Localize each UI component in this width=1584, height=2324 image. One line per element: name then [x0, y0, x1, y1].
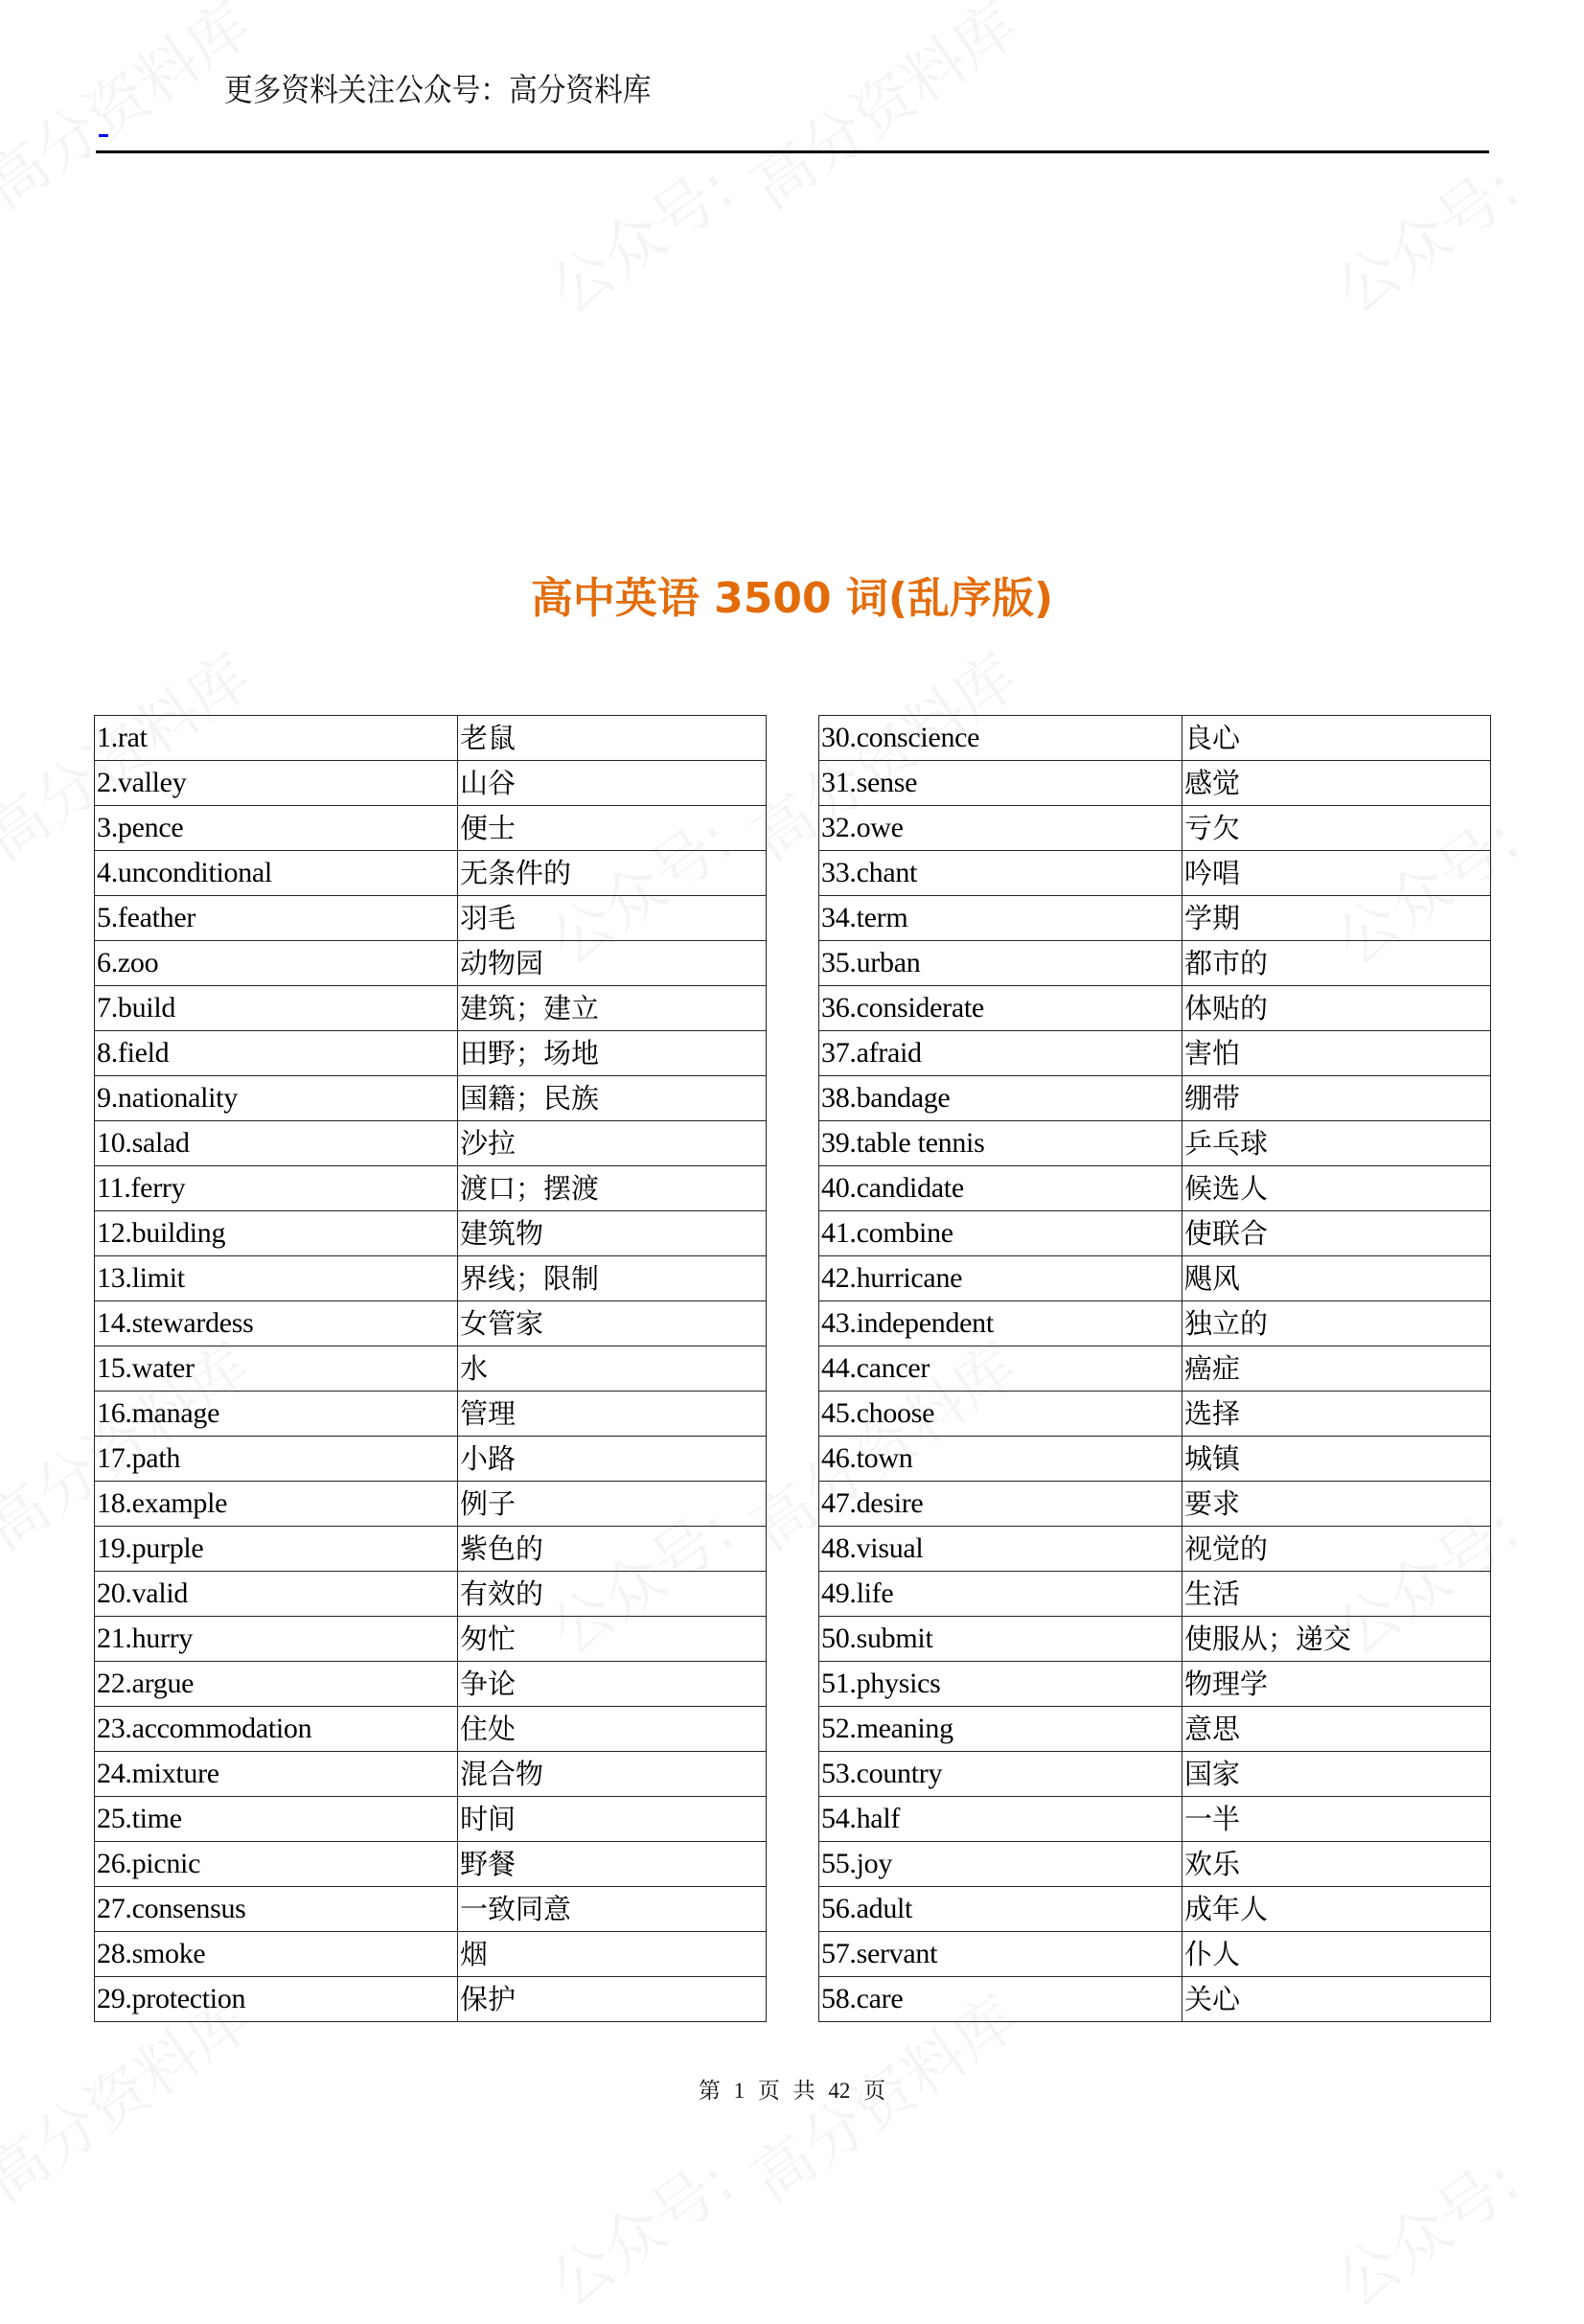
- chinese-meaning: 亏欠: [1182, 806, 1491, 851]
- english-word: 10.salad: [95, 1121, 458, 1166]
- table-row: [95, 851, 767, 896]
- chinese-meaning: 田野；场地: [458, 1031, 767, 1076]
- english-word: 19.purple: [95, 1527, 458, 1572]
- table-row: [819, 1977, 1491, 2022]
- chinese-meaning: 建筑物: [458, 1211, 767, 1256]
- chinese-meaning: 便士: [458, 806, 767, 851]
- chinese-meaning: 良心: [1182, 716, 1491, 761]
- english-word: 57.servant: [819, 1932, 1182, 1977]
- chinese-meaning: 一半: [1182, 1797, 1491, 1842]
- english-word: 17.path: [95, 1437, 458, 1482]
- table-row: [819, 1572, 1491, 1617]
- page-number: 第 1 页 共 42 页: [698, 2079, 886, 2103]
- chinese-meaning: 紫色的: [458, 1527, 767, 1572]
- english-word: 40.candidate: [819, 1166, 1182, 1211]
- english-word: 5.feather: [95, 896, 458, 941]
- table-row: [819, 1617, 1491, 1662]
- table-row: [95, 986, 767, 1031]
- table-row: [95, 761, 767, 806]
- english-word: 27.consensus: [95, 1887, 458, 1932]
- table-row: [819, 1121, 1491, 1166]
- english-word: 39.table tennis: [819, 1121, 1182, 1166]
- chinese-meaning: 匆忙: [458, 1617, 767, 1662]
- page-header-text: 更多资料关注公众号：高分资料库: [224, 71, 652, 108]
- table-row: [819, 1211, 1491, 1256]
- table-row: [819, 1346, 1491, 1392]
- chinese-meaning: 老鼠: [458, 716, 767, 761]
- chinese-meaning: 混合物: [458, 1752, 767, 1797]
- table-row: [95, 941, 767, 986]
- chinese-meaning: 国籍；民族: [458, 1076, 767, 1121]
- chinese-meaning: 癌症: [1182, 1346, 1491, 1392]
- table-row: [95, 1842, 767, 1887]
- chinese-meaning: 使服从；递交: [1182, 1617, 1491, 1662]
- table-row: [95, 1031, 767, 1076]
- table-row: [95, 896, 767, 941]
- table-row: [819, 851, 1491, 896]
- table-row: [819, 1256, 1491, 1301]
- table-row: [95, 1752, 767, 1797]
- chinese-meaning: 无条件的: [458, 851, 767, 896]
- chinese-meaning: 住处: [458, 1707, 767, 1752]
- english-word: 30.conscience: [819, 716, 1182, 761]
- table-row: [95, 1482, 767, 1527]
- chinese-meaning: 时间: [458, 1797, 767, 1842]
- watermark-text: [0, 0, 265, 225]
- english-word: 38.bandage: [819, 1076, 1182, 1121]
- english-word: 47.desire: [819, 1482, 1182, 1527]
- english-word: 4.unconditional: [95, 851, 458, 896]
- table-row: [95, 1662, 767, 1707]
- vocab-table-right: [818, 715, 1491, 2022]
- english-word: 21.hurry: [95, 1617, 458, 1662]
- table-row: [819, 1031, 1491, 1076]
- table-row: [95, 716, 767, 761]
- chinese-meaning: 有效的: [458, 1572, 767, 1617]
- table-row: [819, 1842, 1491, 1887]
- english-word: 3.pence: [95, 806, 458, 851]
- table-row: [95, 1527, 767, 1572]
- chinese-meaning: 绷带: [1182, 1076, 1491, 1121]
- table-row: [819, 986, 1491, 1031]
- chinese-meaning: 争论: [458, 1662, 767, 1707]
- chinese-meaning: 视觉的: [1182, 1527, 1491, 1572]
- chinese-meaning: 羽毛: [458, 896, 767, 941]
- table-row: [819, 806, 1491, 851]
- english-word: 14.stewardess: [95, 1301, 458, 1346]
- english-word: 44.cancer: [819, 1346, 1182, 1392]
- english-word: 29.protection: [95, 1977, 458, 2022]
- english-word: 48.visual: [819, 1527, 1182, 1572]
- chinese-meaning: 欢乐: [1182, 1842, 1491, 1887]
- chinese-meaning: 体贴的: [1182, 986, 1491, 1031]
- english-word: 26.picnic: [95, 1842, 458, 1887]
- english-word: 32.owe: [819, 806, 1182, 851]
- english-word: 2.valley: [95, 761, 458, 806]
- chinese-meaning: 乒乓球: [1182, 1121, 1491, 1166]
- english-word: 52.meaning: [819, 1707, 1182, 1752]
- english-word: 13.limit: [95, 1256, 458, 1301]
- english-word: 20.valid: [95, 1572, 458, 1617]
- chinese-meaning: 国家: [1182, 1752, 1491, 1797]
- table-row: [95, 1932, 767, 1977]
- chinese-meaning: 使联合: [1182, 1211, 1491, 1256]
- english-word: 37.afraid: [819, 1031, 1182, 1076]
- chinese-meaning: 吟唱: [1182, 851, 1491, 896]
- chinese-meaning: 小路: [458, 1437, 767, 1482]
- table-row: [95, 1121, 767, 1166]
- english-word: 16.manage: [95, 1392, 458, 1437]
- chinese-meaning: 关心: [1182, 1977, 1491, 2022]
- chinese-meaning: 沙拉: [458, 1121, 767, 1166]
- chinese-meaning: 山谷: [458, 761, 767, 806]
- english-word: 12.building: [95, 1211, 458, 1256]
- english-word: 54.half: [819, 1797, 1182, 1842]
- header-divider: [96, 150, 1489, 153]
- table-row: [95, 1346, 767, 1392]
- chinese-meaning: 城镇: [1182, 1437, 1491, 1482]
- chinese-meaning: 要求: [1182, 1482, 1491, 1527]
- vocab-table-left: [94, 715, 767, 2022]
- english-word: 55.joy: [819, 1842, 1182, 1887]
- watermark-text: [1316, 141, 1534, 331]
- english-word: 9.nationality: [95, 1076, 458, 1121]
- english-word: 25.time: [95, 1797, 458, 1842]
- table-row: [819, 1797, 1491, 1842]
- chinese-meaning: 成年人: [1182, 1887, 1491, 1932]
- english-word: 1.rat: [95, 716, 458, 761]
- table-row: [819, 1392, 1491, 1437]
- english-word: 56.adult: [819, 1887, 1182, 1932]
- table-row: [819, 1482, 1491, 1527]
- table-row: [819, 1437, 1491, 1482]
- watermark-text: [1316, 2134, 1534, 2324]
- english-word: 24.mixture: [95, 1752, 458, 1797]
- chinese-meaning: 物理学: [1182, 1662, 1491, 1707]
- english-word: 42.hurricane: [819, 1256, 1182, 1301]
- english-word: 34.term: [819, 896, 1182, 941]
- chinese-meaning: 野餐: [458, 1842, 767, 1887]
- english-word: 50.submit: [819, 1617, 1182, 1662]
- header-link-mark[interactable]: [99, 134, 108, 137]
- chinese-meaning: 飓风: [1182, 1256, 1491, 1301]
- chinese-meaning: 例子: [458, 1482, 767, 1527]
- table-row: [819, 1707, 1491, 1752]
- table-row: [95, 1211, 767, 1256]
- english-word: 43.independent: [819, 1301, 1182, 1346]
- english-word: 36.considerate: [819, 986, 1182, 1031]
- english-word: 11.ferry: [95, 1166, 458, 1211]
- table-row: [819, 1076, 1491, 1121]
- english-word: 31.sense: [819, 761, 1182, 806]
- watermark-text: [530, 141, 748, 331]
- chinese-meaning: 选择: [1182, 1392, 1491, 1437]
- english-word: 23.accommodation: [95, 1707, 458, 1752]
- table-row: [819, 1662, 1491, 1707]
- english-word: 35.urban: [819, 941, 1182, 986]
- chinese-meaning: 建筑；建立: [458, 986, 767, 1031]
- table-row: [819, 1301, 1491, 1346]
- chinese-meaning: 感觉: [1182, 761, 1491, 806]
- chinese-meaning: 学期: [1182, 896, 1491, 941]
- chinese-meaning: 烟: [458, 1932, 767, 1977]
- table-row: [819, 1527, 1491, 1572]
- english-word: 28.smoke: [95, 1932, 458, 1977]
- english-word: 45.choose: [819, 1392, 1182, 1437]
- table-row: [819, 1166, 1491, 1211]
- chinese-meaning: 候选人: [1182, 1166, 1491, 1211]
- english-word: 7.build: [95, 986, 458, 1031]
- english-word: 22.argue: [95, 1662, 458, 1707]
- english-word: 15.water: [95, 1346, 458, 1392]
- table-row: [95, 1166, 767, 1211]
- table-row: [819, 941, 1491, 986]
- english-word: 58.care: [819, 1977, 1182, 2022]
- table-row: [95, 1887, 767, 1932]
- table-row: [95, 1392, 767, 1437]
- english-word: 53.country: [819, 1752, 1182, 1797]
- table-row: [95, 1617, 767, 1662]
- chinese-meaning: 女管家: [458, 1301, 767, 1346]
- english-word: 6.zoo: [95, 941, 458, 986]
- chinese-meaning: 动物园: [458, 941, 767, 986]
- english-word: 8.field: [95, 1031, 458, 1076]
- table-row: [819, 1752, 1491, 1797]
- table-row: [819, 1932, 1491, 1977]
- table-row: [95, 1301, 767, 1346]
- chinese-meaning: 渡口；摆渡: [458, 1166, 767, 1211]
- table-row: [95, 1076, 767, 1121]
- chinese-meaning: 生活: [1182, 1572, 1491, 1617]
- table-row: [95, 1707, 767, 1752]
- chinese-meaning: 害怕: [1182, 1031, 1491, 1076]
- table-row: [95, 1437, 767, 1482]
- chinese-meaning: 独立的: [1182, 1301, 1491, 1346]
- chinese-meaning: 都市的: [1182, 941, 1491, 986]
- table-row: [819, 1887, 1491, 1932]
- english-word: 46.town: [819, 1437, 1182, 1482]
- chinese-meaning: 界线；限制: [458, 1256, 767, 1301]
- table-row: [95, 1256, 767, 1301]
- table-row: [819, 896, 1491, 941]
- english-word: 33.chant: [819, 851, 1182, 896]
- english-word: 41.combine: [819, 1211, 1182, 1256]
- table-row: [95, 806, 767, 851]
- english-word: 18.example: [95, 1482, 458, 1527]
- chinese-meaning: 意思: [1182, 1707, 1491, 1752]
- english-word: 51.physics: [819, 1662, 1182, 1707]
- document-title: 高中英语 3500 词(乱序版): [530, 574, 1054, 623]
- table-row: [819, 761, 1491, 806]
- chinese-meaning: 管理: [458, 1392, 767, 1437]
- table-row: [819, 716, 1491, 761]
- watermark-text: [731, 0, 1033, 225]
- chinese-meaning: 保护: [458, 1977, 767, 2022]
- watermark-text: [530, 2134, 748, 2324]
- chinese-meaning: 仆人: [1182, 1932, 1491, 1977]
- table-row: [95, 1977, 767, 2022]
- table-row: [95, 1572, 767, 1617]
- chinese-meaning: 一致同意: [458, 1887, 767, 1932]
- table-row: [95, 1797, 767, 1842]
- english-word: 49.life: [819, 1572, 1182, 1617]
- chinese-meaning: 水: [458, 1346, 767, 1392]
